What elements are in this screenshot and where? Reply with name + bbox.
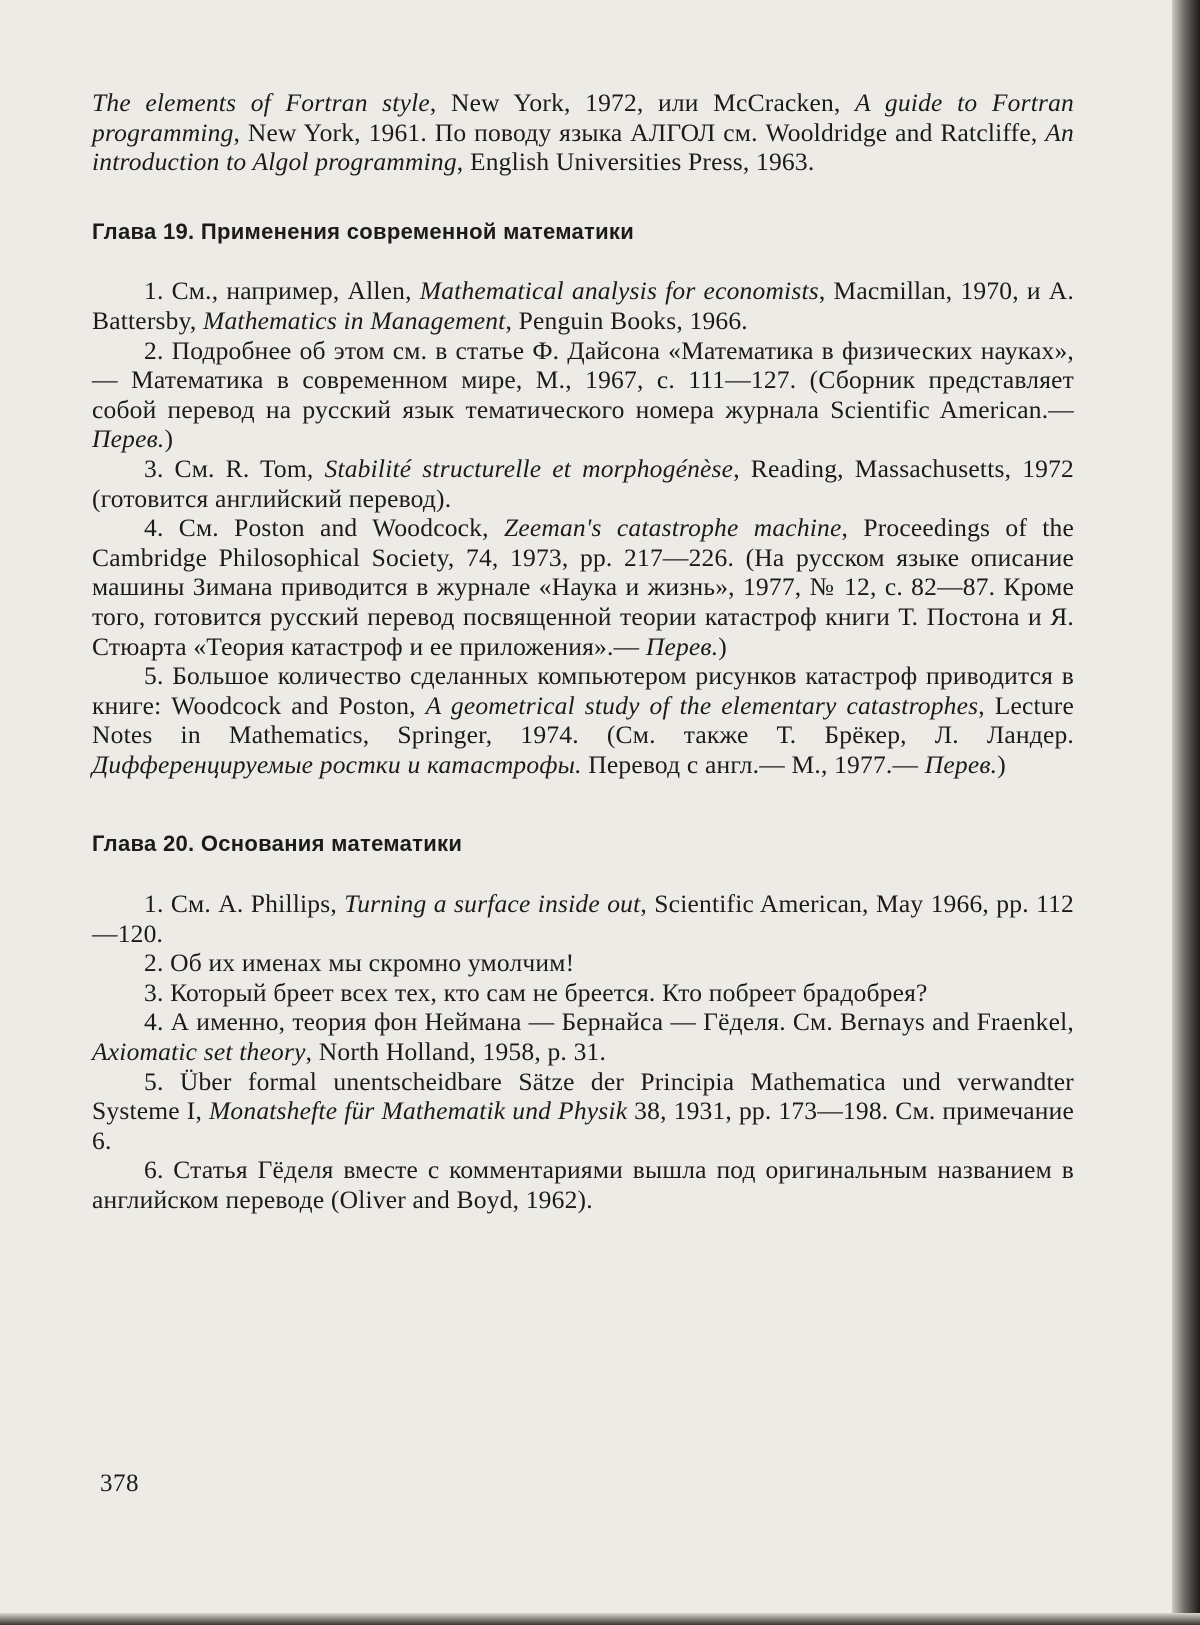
text-span: , Lecture Notes in Mathematics, Springer, 1974. (См. также Т. Брёкер, Л. Ландер. (92, 690, 1074, 750)
book-title: Turning a surface inside out (344, 889, 641, 919)
text-span: ) (718, 631, 727, 661)
note-19-1 (92, 276, 1074, 335)
text-span: 38, 1931, pp. 173—198. См. примечание 6. (92, 1096, 1074, 1155)
text-span: ) (997, 749, 1006, 779)
note-20-3 (92, 978, 1074, 1008)
journal-title: Monatshefte für Mathematik und Physik (208, 1096, 628, 1126)
book-title: A guide to Fortran programming (92, 88, 1075, 147)
chapter-20-heading: Глава 20. Основания математики (92, 831, 463, 857)
note-20-5 (92, 1067, 1074, 1156)
text-span: 3. См. R. Tom, (144, 453, 325, 483)
note-19-2 (92, 336, 1074, 454)
text-span: , Reading, Massachusetts, 1972 (готовится английский перевод). (92, 453, 1074, 513)
book-title: Дифференцируемые ростки и катастрофы. (92, 749, 582, 779)
book-title: Zeeman's catastrophe machine (503, 513, 842, 543)
text-span: , Scientific American, May 1966, pp. 112—120. (92, 889, 1074, 948)
text-span: 6. Статья Гёделя вместе с комментариями вышла под оригинальным названием в английском переводе (Oliver and Boyd, 1962). (92, 1155, 1074, 1214)
text-span: 1. См., например, Allen, (144, 276, 420, 306)
text-span: 2. Подробнее об этом см. в статье Ф. Дайсона «Математика в физических науках»,— Математика в современном мире, М., 1967, с. 111—127. (Сборник представляет собой перевод на русский язык тематического номера журнала Scientific American.— (92, 335, 1074, 424)
note-19-3 (92, 454, 1074, 513)
chapter-19-heading: Глава 19. Применения современной математики (92, 218, 635, 244)
text-span: 5. Большое количество сделанных компьютером рисунков катастроф приводится в книге: Woodcock and Poston, (92, 661, 1074, 720)
text-span: , Penguin Books, 1966. (505, 305, 748, 335)
text-span: 4. А именно, теория фон Неймана — Бернайса — Гёделя. См. Bernays and Fraenkel, (144, 1007, 1074, 1037)
text-span: ) (164, 424, 174, 454)
note-20-4 (92, 1007, 1074, 1066)
book-title: A geometrical study of the elementary catastrophes (425, 690, 979, 720)
text-span: 4. См. Poston and Woodcock, (144, 513, 504, 543)
text-span: , New York, 1961. По поводу языка АЛГОЛ см. Wooldridge and Ratcliffe, (233, 117, 1046, 147)
book-title: Mathematics in Management (203, 305, 506, 335)
translator-note: Перев. (645, 631, 719, 661)
book-spine-shadow (1172, 0, 1200, 1625)
translator-note: Перев. (924, 749, 998, 779)
text-span: 5. Über formal unentscheidbare Sätze der Principia Mathematica und verwandter Systeme I, (92, 1066, 1074, 1126)
page-bottom-edge (0, 1613, 1200, 1625)
text-span: , English Universities Press, 1963. (456, 147, 815, 177)
book-title: The elements of Fortran style (92, 88, 430, 117)
note-20-2 (92, 948, 1074, 978)
text-span: 3. Который бреет всех тех, кто сам не бреется. Кто побреет брадобрея? (144, 977, 928, 1007)
text-span: , New York, 1972, или McCracken, (429, 88, 856, 117)
book-title: Mathematical analysis for economists (419, 276, 819, 306)
text-span: , North Holland, 1958, p. 31. (305, 1037, 607, 1067)
note-19-5 (92, 661, 1074, 779)
text-span: , Proceedings of the Cambridge Philosophical Society, 74, 1973, pp. 217—226. (На русском языке описание машины Зимана приводится в журнале «Наука и жизнь», 1977, № 12, с. 82—87. Кроме того, готовится русский перевод посвященной теории катастроф книги Т. Постона и Я. Стюарта «Теория катастроф и ее приложения».— (92, 513, 1074, 661)
book-title: An introduction to Algol programming (92, 117, 1074, 177)
text-span: Перевод с англ.— М., 1977.— (581, 749, 925, 779)
page-number: 378 (100, 1470, 139, 1497)
text-span: 1. См. A. Phillips, (144, 889, 345, 919)
translator-note: Перев. (92, 424, 165, 454)
note-20-6 (92, 1155, 1074, 1214)
intro-paragraph (92, 88, 1074, 177)
text-span: 2. Об их именах мы скромно умолчим! (144, 948, 575, 978)
book-title: Stabilité structurelle et morphogénèse (324, 453, 734, 483)
note-20-1 (92, 889, 1074, 948)
book-title: Axiomatic set theory (92, 1037, 306, 1067)
note-19-4 (92, 513, 1074, 661)
text-span: , Macmillan, 1970, и A. Battersby, (92, 276, 1074, 335)
text-block (92, 88, 1074, 1215)
